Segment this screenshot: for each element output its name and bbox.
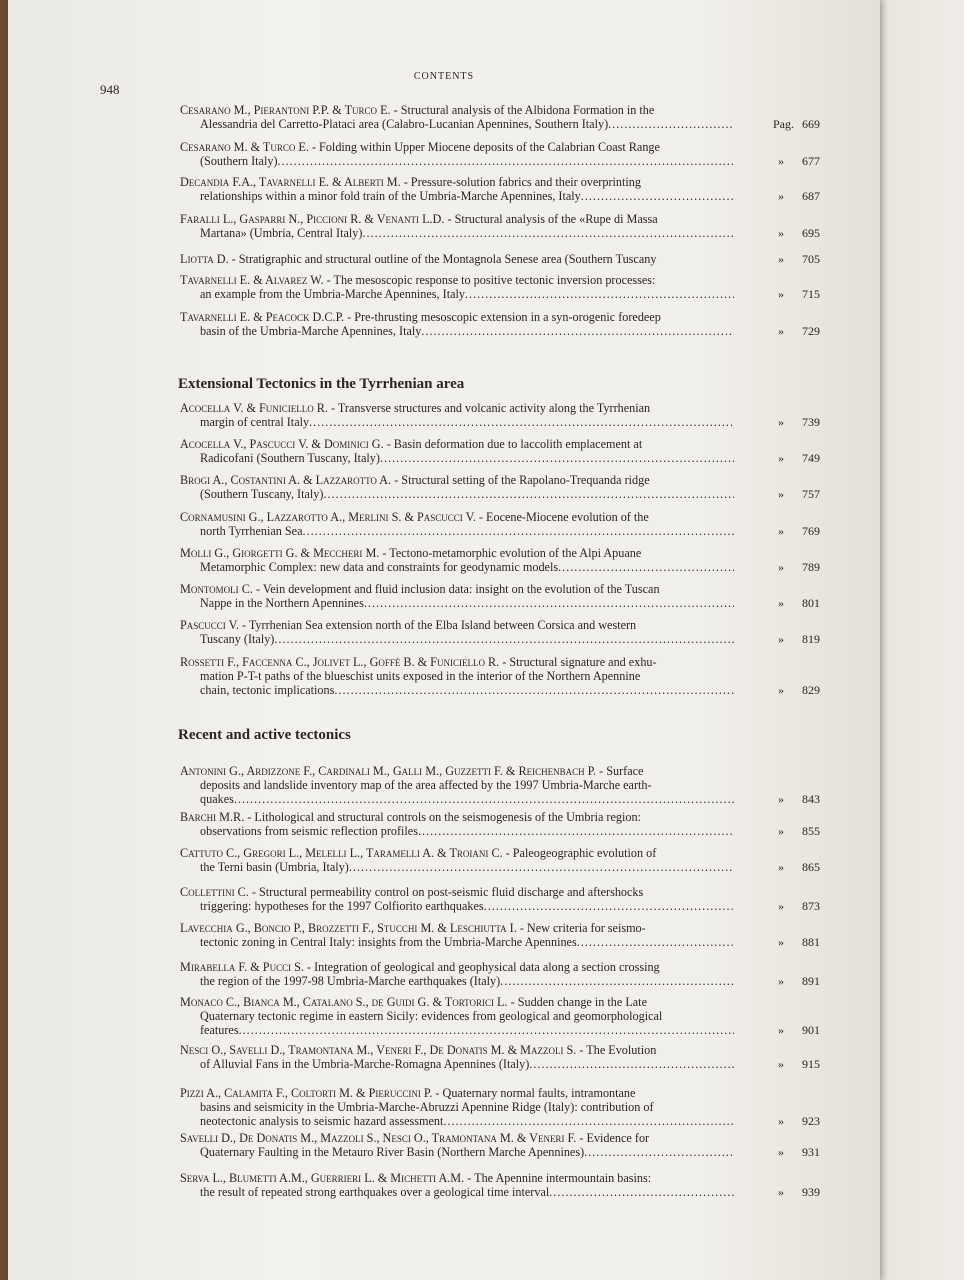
dot-leader xyxy=(278,155,734,169)
entry-continuation-text: (Southern Italy) xyxy=(200,154,278,168)
entry-continuation-line xyxy=(180,416,760,430)
page-prefix: Pag. xyxy=(773,116,794,131)
entry-continuation-line xyxy=(180,1024,760,1038)
page-value: 729 xyxy=(802,323,820,338)
toc-entry xyxy=(180,996,820,1037)
entry-authors: Pascucci V. xyxy=(180,619,239,632)
toc-entry xyxy=(180,176,820,204)
entry-page-number xyxy=(778,684,820,698)
entry-first-line xyxy=(180,213,760,227)
entry-first-line xyxy=(180,619,760,633)
entry-first-line xyxy=(180,656,760,670)
entry-page-number xyxy=(778,793,820,807)
toc-entry xyxy=(180,274,820,302)
toc-entry xyxy=(180,402,820,430)
entry-continuation-text: Quaternary tectonic regime in eastern Sicily: evidences from geological and geomorphological xyxy=(200,1009,663,1023)
page-prefix: » xyxy=(778,973,784,988)
entry-continuation-line xyxy=(180,325,760,339)
dot-leader xyxy=(418,825,734,839)
entry-continuation-line xyxy=(180,861,760,875)
toc-entry xyxy=(180,213,820,241)
toc-entry xyxy=(180,474,820,502)
entry-title: - The mesoscopic response to positive tectonic inversion processes: xyxy=(323,274,656,287)
entry-first-line xyxy=(180,104,760,118)
entry-continuation-line xyxy=(180,190,760,204)
entry-continuation-text: Metamorphic Complex: new data and constraints for geodynamic models xyxy=(200,560,559,574)
page-prefix: » xyxy=(778,791,784,806)
entry-title: - The Evolution xyxy=(576,1044,657,1057)
entry-title: - Structural analysis of the Albidona Formation in the xyxy=(390,104,655,117)
dot-leader xyxy=(303,525,735,539)
page-prefix: » xyxy=(778,1184,784,1199)
entry-page-number xyxy=(778,900,820,914)
entry-continuation-line xyxy=(180,452,760,466)
entry-title: - Eocene-Miocene evolution of the xyxy=(475,511,649,524)
entry-continuation-text: of Alluvial Fans in the Umbria-Marche-Romagna Apennines (Italy) xyxy=(200,1057,530,1071)
dot-leader xyxy=(364,597,734,611)
entry-continuation-text: the region of the 1997-98 Umbria-Marche earthquakes (Italy) xyxy=(200,974,501,988)
entry-continuation-line xyxy=(180,633,760,647)
entry-continuation-line xyxy=(180,936,760,950)
toc-entry xyxy=(180,511,820,539)
entry-title: - Surface xyxy=(596,765,644,778)
entry-page-number xyxy=(778,288,820,302)
entry-page-number xyxy=(778,253,820,267)
toc-entry xyxy=(180,961,820,989)
page-prefix: » xyxy=(778,286,784,301)
entry-authors: Acocella V., Pascucci V. & Dominici G. xyxy=(180,438,384,451)
entry-continuation-line xyxy=(180,561,760,575)
entry-first-line xyxy=(180,1172,760,1186)
entry-authors: Mirabella F. & Pucci S. xyxy=(180,961,304,974)
page-prefix: » xyxy=(778,486,784,501)
entry-continuation-line xyxy=(180,118,760,132)
page-value: 757 xyxy=(802,486,820,501)
entry-title: - Tyrrhenian Sea extension north of the Elba Island between Corsica and western xyxy=(238,619,637,632)
entry-authors: Cesarano M., Pierantoni P.P. & Turco E. xyxy=(180,104,391,117)
entry-first-line xyxy=(180,1132,760,1146)
page-prefix: » xyxy=(778,1022,784,1037)
page-value: 891 xyxy=(802,973,820,988)
entry-continuation-line xyxy=(180,1058,760,1072)
toc-entry xyxy=(180,1087,820,1128)
entry-continuation-line xyxy=(180,1186,760,1200)
entry-continuation-line xyxy=(180,975,760,989)
entry-continuation-text: relationships within a minor fold train of the Umbria-Marche Apennines, Italy xyxy=(200,189,581,203)
dot-leader xyxy=(465,288,734,302)
entry-authors: Savelli D., De Donatis M., Mazzoli S., Nesci O., Tramontana M. & Veneri F. xyxy=(180,1132,577,1145)
entry-continuation-line xyxy=(180,1101,760,1115)
dot-leader xyxy=(549,1186,734,1200)
entry-first-line xyxy=(180,176,760,190)
entry-page-number xyxy=(778,227,820,241)
entry-title: - New criteria for seismo- xyxy=(516,922,646,935)
entry-continuation-text: mation P-T-t paths of the blueschist units exposed in the interior of the Northern Apennine xyxy=(200,669,641,683)
entry-title: - Tectono-metamorphic evolution of the Alpi Apuane xyxy=(379,547,642,560)
entry-authors: Acocella V. & Funiciello R. xyxy=(180,402,328,415)
entry-continuation-line xyxy=(180,1146,760,1160)
page-value: 687 xyxy=(802,188,820,203)
page-value: 677 xyxy=(802,153,820,168)
page-prefix: » xyxy=(778,559,784,574)
entry-authors: Decandia F.A., Tavarnelli E. & Alberti M. xyxy=(180,176,401,189)
entry-first-line xyxy=(180,402,760,416)
entry-authors: Lavecchia G., Boncio P., Brozzetti F., Stucchi M. & Leschiutta I. xyxy=(180,922,517,935)
page-value: 843 xyxy=(802,791,820,806)
page-prefix: » xyxy=(778,414,784,429)
toc-entry xyxy=(180,438,820,466)
entry-page-number xyxy=(778,155,820,169)
entry-continuation-text: Radicofani (Southern Tuscany, Italy) xyxy=(200,451,380,465)
page-prefix: » xyxy=(778,1113,784,1128)
page-value: 789 xyxy=(802,559,820,574)
page-prefix: » xyxy=(778,225,784,240)
dot-leader xyxy=(443,1115,734,1129)
page-prefix: » xyxy=(778,823,784,838)
entry-first-line xyxy=(180,474,760,488)
toc-entry xyxy=(180,253,820,267)
entry-title: - Sudden change in the Late xyxy=(507,996,647,1009)
entry-authors: Pizzi A., Calamita F., Coltorti M. & Pieruccini P. xyxy=(180,1087,433,1100)
entry-continuation-line xyxy=(180,155,760,169)
page-value: 881 xyxy=(802,934,820,949)
entry-page-number xyxy=(778,1186,820,1200)
entry-continuation-line xyxy=(180,1115,760,1129)
toc-entry xyxy=(180,1132,820,1160)
page-prefix: » xyxy=(778,323,784,338)
page-value: 749 xyxy=(802,450,820,465)
entry-authors: Antonini G., Ardizzone F., Cardinali M., Galli M., Guzzetti F. & Reichenbach P. xyxy=(180,765,597,778)
entry-first-line xyxy=(180,847,760,861)
page-value: 855 xyxy=(802,823,820,838)
entry-continuation-line xyxy=(180,779,760,793)
entry-authors: Monaco C., Bianca M., Catalano S., de Guidi G. & Tortorici L. xyxy=(180,996,508,1009)
entry-title: - Pressure-solution fabrics and their overprinting xyxy=(400,176,641,189)
dot-leader xyxy=(608,118,734,132)
entry-continuation-text: features xyxy=(200,1023,239,1037)
dot-leader xyxy=(500,975,734,989)
dot-leader xyxy=(362,227,734,241)
page-prefix: » xyxy=(778,188,784,203)
entry-continuation-text: deposits and landslide inventory map of the area affected by the 1997 Umbria-Marche earth- xyxy=(200,778,652,792)
entry-continuation-line xyxy=(180,488,760,502)
toc-entry xyxy=(180,141,820,169)
book-page xyxy=(8,0,880,1280)
entry-authors: Montomoli C. xyxy=(180,583,253,596)
entry-continuation-line xyxy=(180,288,760,302)
entry-continuation-line xyxy=(180,793,760,807)
entry-continuation-line xyxy=(180,900,760,914)
entry-continuation-text: margin of central Italy xyxy=(200,415,310,429)
entry-title: - Folding within Upper Miocene deposits of the Calabrian Coast Range xyxy=(308,141,660,154)
entry-continuation-line xyxy=(180,227,760,241)
entry-authors: Serva L., Blumetti A.M., Guerrieri L. & Michetti A.M. xyxy=(180,1172,465,1185)
entry-authors: Rossetti F., Faccenna C., Jolivet L., Goffé B. & Funiciello R. xyxy=(180,656,500,669)
entry-page-number xyxy=(778,825,820,839)
toc-entry xyxy=(180,547,820,575)
page-value: 801 xyxy=(802,595,820,610)
entry-page-number xyxy=(778,1115,820,1129)
toc-entry xyxy=(180,886,820,914)
dot-leader xyxy=(484,900,734,914)
page-value: 819 xyxy=(802,631,820,646)
entry-continuation-text: quakes xyxy=(200,792,234,806)
entry-page-number xyxy=(778,936,820,950)
page-value: 939 xyxy=(802,1184,820,1199)
section-title: Recent and active tectonics xyxy=(178,727,351,743)
entry-page-number xyxy=(778,561,820,575)
entry-page-number xyxy=(778,861,820,875)
entry-first-line xyxy=(180,583,760,597)
entry-title: - The Apennine intermountain basins: xyxy=(464,1172,652,1185)
dot-leader xyxy=(323,488,734,502)
toc-entry xyxy=(180,619,820,647)
page-prefix: » xyxy=(778,252,784,266)
page-value: 705 xyxy=(802,252,820,266)
page-value: 873 xyxy=(802,898,820,913)
entry-page-number xyxy=(778,1058,820,1072)
entry-first-line xyxy=(180,811,760,825)
running-title: CONTENTS xyxy=(413,71,475,82)
entry-first-line xyxy=(180,141,760,155)
dot-leader xyxy=(581,190,734,204)
dot-leader xyxy=(421,325,734,339)
entry-authors: Brogi A., Costantini A. & Lazzarotto A. xyxy=(180,474,392,487)
entry-authors: Collettini C. xyxy=(180,886,249,899)
entry-continuation-line xyxy=(180,670,760,684)
entry-continuation-text: (Southern Tuscany, Italy) xyxy=(200,487,324,501)
entry-authors: Barchi M.R. xyxy=(180,811,245,824)
page-value: 865 xyxy=(802,859,820,874)
entry-first-line xyxy=(180,765,760,779)
toc-entry xyxy=(180,583,820,611)
page-prefix: » xyxy=(778,682,784,697)
entry-continuation-line xyxy=(180,525,760,539)
entry-first-line xyxy=(180,1044,760,1058)
entry-authors: Tavarnelli E. & Peacock D.C.P. xyxy=(180,311,345,324)
entry-continuation-text: an example from the Umbria-Marche Apennines, Italy xyxy=(200,287,465,301)
entry-first-line xyxy=(180,886,760,900)
dot-leader xyxy=(239,1024,734,1038)
dot-leader xyxy=(577,936,734,950)
page-value: 739 xyxy=(802,414,820,429)
entry-continuation-line xyxy=(180,597,760,611)
entry-page-number xyxy=(778,325,820,339)
page-value: 915 xyxy=(802,1056,820,1071)
entry-continuation-text: north Tyrrhenian Sea xyxy=(200,524,303,538)
entry-continuation-text: observations from seismic reflection profiles xyxy=(200,824,418,838)
page-prefix: » xyxy=(778,153,784,168)
toc-entry xyxy=(180,1172,820,1200)
entry-title: - Structural signature and exhu- xyxy=(499,656,657,669)
entry-page-number xyxy=(778,488,820,502)
entry-authors: Molli G., Giorgetti G. & Meccheri M. xyxy=(180,547,380,560)
entry-continuation-text: Quaternary Faulting in the Metauro River Basin (Northern Marche Apennines) xyxy=(200,1145,585,1159)
dot-leader xyxy=(309,416,734,430)
page-value: 923 xyxy=(802,1113,820,1128)
entry-page-number xyxy=(778,1146,820,1160)
facing-page-edge xyxy=(872,0,964,1280)
entry-continuation-text: basins and seismicity in the Umbria-Marche-Abruzzi Apennine Ridge (Italy): contribution of xyxy=(200,1100,654,1114)
dot-leader xyxy=(334,684,734,698)
entry-continuation-text: basin of the Umbria-Marche Apennines, Italy xyxy=(200,324,422,338)
entry-first-line xyxy=(180,1087,760,1101)
page-prefix: » xyxy=(778,898,784,913)
entry-continuation-text: chain, tectonic implications xyxy=(200,683,335,697)
dot-leader xyxy=(584,1146,734,1160)
entry-continuation-line xyxy=(180,684,760,698)
entry-title: - Lithological and structural controls on the seismogenesis of the Umbria region: xyxy=(244,811,641,824)
entry-first-line xyxy=(180,996,760,1010)
entry-page-number xyxy=(778,633,820,647)
page-number: 948 xyxy=(100,82,120,97)
page-prefix: » xyxy=(778,595,784,610)
entry-title: - Pre-thrusting mesoscopic extension in a syn-orogenic foredeep xyxy=(344,311,661,324)
dot-leader xyxy=(558,561,734,575)
page-prefix: » xyxy=(778,859,784,874)
entry-page-number xyxy=(778,597,820,611)
entry-first-line xyxy=(180,961,760,975)
entry-first-line xyxy=(180,311,760,325)
entry-title: - Vein development and fluid inclusion data: insight on the evolution of the Tuscan xyxy=(252,583,660,596)
page-prefix: » xyxy=(778,934,784,949)
entry-first-line xyxy=(180,511,760,525)
page-value: 931 xyxy=(802,1144,820,1159)
entry-continuation-text: the result of repeated strong earthquakes over a geological time interval xyxy=(200,1185,550,1199)
entry-page-number xyxy=(778,525,820,539)
entry-page-number xyxy=(778,452,820,466)
dot-leader xyxy=(380,452,734,466)
toc-entry xyxy=(180,311,820,339)
entry-title: - Stratigraphic and structural outline of the Montagnola Senese area (Southern Tuscany xyxy=(228,253,657,266)
entry-page-number xyxy=(778,1024,820,1038)
page-prefix: » xyxy=(778,1056,784,1071)
entry-continuation-text: the Terni basin (Umbria, Italy) xyxy=(200,860,349,874)
entry-authors: Faralli L., Gasparri N., Piccioni R. & Venanti L.D. xyxy=(180,213,445,226)
entry-authors: Cesarano M. & Turco E. xyxy=(180,141,309,154)
page-prefix: » xyxy=(778,631,784,646)
entry-page-number xyxy=(778,190,820,204)
entry-continuation-line xyxy=(180,825,760,839)
entry-title: - Quaternary normal faults, intramontane xyxy=(432,1087,636,1100)
entry-authors: Tavarnelli E. & Alvarez W. xyxy=(180,274,324,287)
entry-title: - Basin deformation due to laccolith emplacement at xyxy=(383,438,643,451)
entry-title: - Structural permeability control on post-seismic fluid discharge and aftershocks xyxy=(248,886,644,899)
page-value: 695 xyxy=(802,225,820,240)
entry-first-line xyxy=(180,547,760,561)
page-value: 829 xyxy=(802,682,820,697)
entry-continuation-line xyxy=(180,1010,760,1024)
entry-first-line xyxy=(180,922,760,936)
dot-leader xyxy=(529,1058,734,1072)
entry-first-line xyxy=(180,438,760,452)
dot-leader xyxy=(274,633,734,647)
page-value: 715 xyxy=(802,286,820,301)
entry-continuation-text: Nappe in the Northern Apennines xyxy=(200,596,364,610)
page-value: 769 xyxy=(802,523,820,538)
entry-title: - Structural setting of the Rapolano-Trequanda ridge xyxy=(391,474,650,487)
entry-page-number xyxy=(773,118,820,132)
dot-leader xyxy=(234,793,734,807)
page-value: 901 xyxy=(802,1022,820,1037)
entry-title: - Transverse structures and volcanic activity along the Tyrrhenian xyxy=(327,402,651,415)
page-prefix: » xyxy=(778,1144,784,1159)
entry-page-number xyxy=(778,975,820,989)
toc-entry xyxy=(180,811,820,839)
entry-continuation-text: triggering: hypotheses for the 1997 Colfiorito earthquakes xyxy=(200,899,484,913)
entry-continuation-text: Martana» (Umbria, Central Italy) xyxy=(200,226,363,240)
entry-page-number xyxy=(778,416,820,430)
toc-entry xyxy=(180,656,820,697)
entry-first-line xyxy=(180,253,760,267)
entry-continuation-text: Alessandria del Carretto-Plataci area (Calabro-Lucanian Apennines, Southern Italy) xyxy=(200,117,609,131)
section-title: Extensional Tectonics in the Tyrrhenian area xyxy=(178,376,465,392)
toc-entry xyxy=(180,1044,820,1072)
entry-authors: Cornamusini G., Lazzarotto A., Merlini S. & Pascucci V. xyxy=(180,511,476,524)
entry-title: - Paleogeographic evolution of xyxy=(502,847,657,860)
toc-entry xyxy=(180,922,820,950)
page-prefix: » xyxy=(778,450,784,465)
entry-authors: Cattuto C., Gregori L., Melelli L., Taramelli A. & Troiani C. xyxy=(180,847,503,860)
entry-title: - Integration of geological and geophysical data along a section crossing xyxy=(303,961,660,974)
toc-entry xyxy=(180,765,820,806)
entry-first-line xyxy=(180,274,760,288)
dot-leader xyxy=(349,861,734,875)
entry-title: - Structural analysis of the «Rupe di Massa xyxy=(444,213,658,226)
entry-title: - Evidence for xyxy=(576,1132,650,1145)
toc-entry xyxy=(180,104,820,132)
toc-entry xyxy=(180,847,820,875)
page-prefix: » xyxy=(778,523,784,538)
entry-continuation-text: Tuscany (Italy) xyxy=(200,632,275,646)
entry-continuation-text: tectonic zoning in Central Italy: insights from the Umbria-Marche Apennines xyxy=(200,935,577,949)
entry-authors: Nesci O., Savelli D., Tramontana M., Veneri F., De Donatis M. & Mazzoli S. xyxy=(180,1044,577,1057)
page-value: 669 xyxy=(802,116,820,131)
entry-authors: Liotta D. xyxy=(180,253,229,266)
entry-continuation-text: neotectonic analysis to seismic hazard assessment xyxy=(200,1114,444,1128)
